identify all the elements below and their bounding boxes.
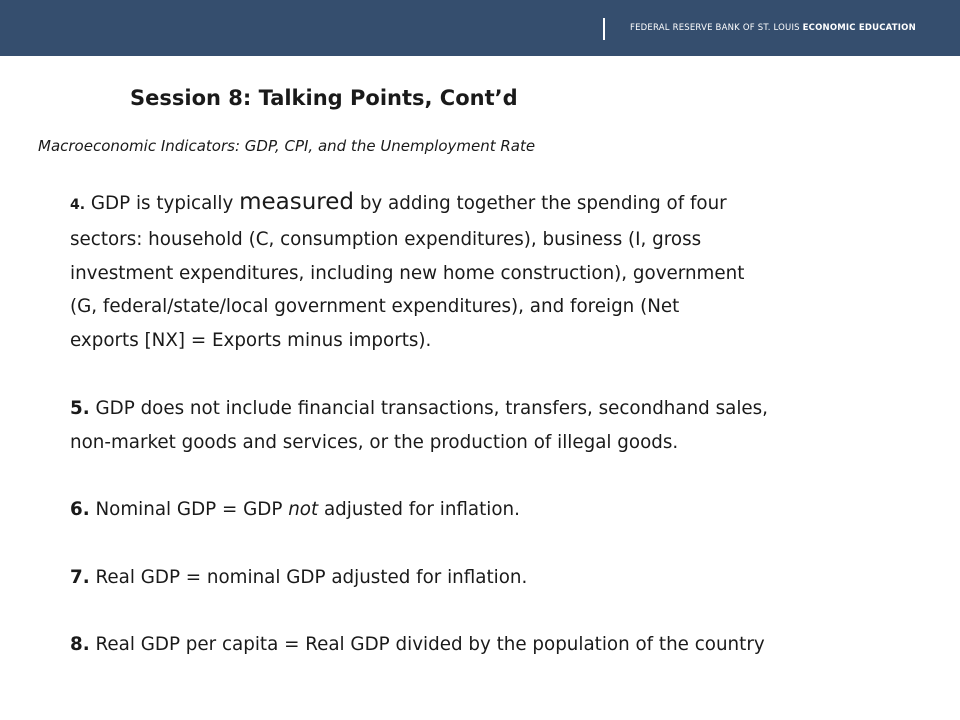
point-number: 4. <box>70 197 86 213</box>
talking-points-list <box>70 186 910 662</box>
point-number: 5. <box>70 397 90 419</box>
talking-point-4-line-4: (G, federal/state/local government expenditures), and foreign (Net <box>70 296 680 318</box>
header-divider <box>603 18 605 40</box>
header-bar <box>0 0 960 56</box>
talking-point-6 <box>70 493 910 527</box>
slide-title: Session 8: Talking Points, Cont’d <box>130 86 518 110</box>
point-text: GDP does not include financial transactions, transfers, secondhand sales, <box>95 397 768 419</box>
talking-point-4-line-5: exports [NX] = Exports minus imports). <box>70 330 432 352</box>
point-text-italic: not <box>288 499 319 521</box>
talking-point-5-line-1 <box>70 392 910 426</box>
talking-point-4-line-2: sectors: household (C, consumption expenditures), business (I, gross <box>70 228 702 250</box>
point-text: by adding together the spending of four <box>354 193 727 214</box>
point-number: 7. <box>70 566 90 588</box>
talking-point-4-line-1 <box>70 186 910 223</box>
point-text: adjusted for inflation. <box>318 499 520 521</box>
talking-point-7 <box>70 561 910 595</box>
talking-point-5 <box>70 392 910 460</box>
point-text: Nominal GDP = GDP <box>95 499 289 521</box>
point-text: Real GDP = nominal GDP adjusted for inflation. <box>95 566 528 588</box>
talking-point-8 <box>70 628 910 662</box>
talking-point-4 <box>70 186 910 358</box>
point-number: 8. <box>70 634 90 656</box>
talking-point-6-line-1 <box>70 493 910 527</box>
point-number: 6. <box>70 499 90 521</box>
talking-point-4-line-3: investment expenditures, including new home construction), government <box>70 262 745 284</box>
talking-point-8-line-1 <box>70 628 910 662</box>
point-text: Real GDP per capita = Real GDP divided by the population of the country <box>95 634 765 656</box>
org-name-emphasis: ECONOMIC EDUCATION <box>802 23 916 33</box>
point-text: GDP is typically <box>90 193 240 214</box>
slide-subtitle: Macroeconomic Indicators: GDP, CPI, and the Unemployment Rate <box>38 137 536 155</box>
org-name <box>630 22 916 34</box>
point-text-emphasis: measured <box>239 189 355 215</box>
org-name-prefix: FEDERAL RESERVE BANK OF ST. LOUIS <box>630 23 803 33</box>
talking-point-5-line-2: non-market goods and services, or the production of illegal goods. <box>70 431 679 453</box>
talking-point-7-line-1 <box>70 561 910 595</box>
